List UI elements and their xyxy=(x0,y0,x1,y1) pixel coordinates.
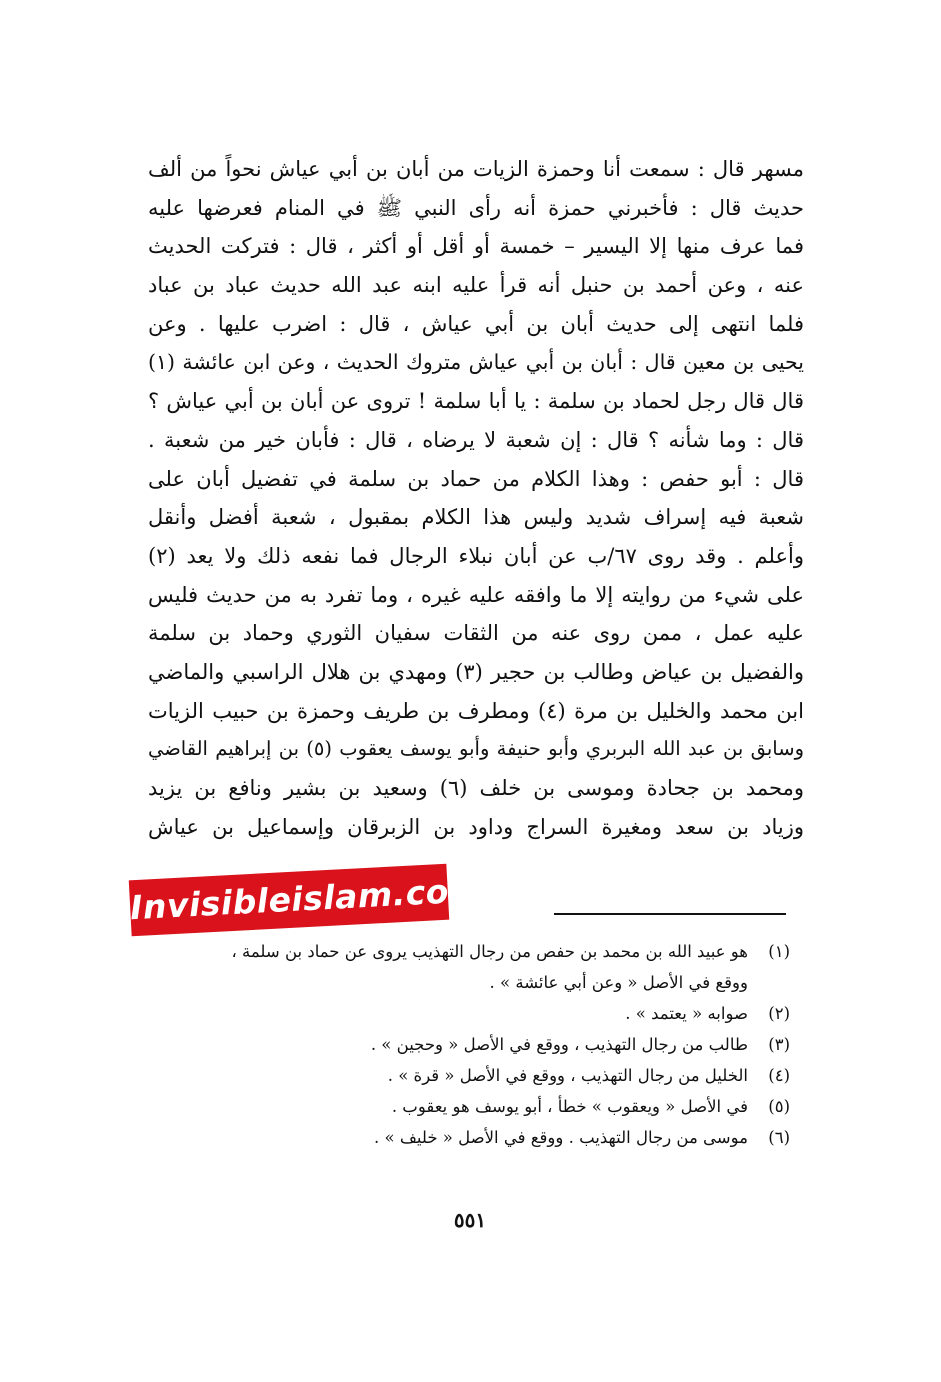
text-line: فلما انتهى إلى حديث أبان بن أبي عياش ، قال : اضرب عليها . وعن xyxy=(148,311,804,336)
text-line: قال : وما شأنه ؟ قال : إن شعبة لا يرضاه ، قال : فأبان خير من شعبة . xyxy=(148,427,804,452)
text-line: وسابق بن عبد الله البربري وأبو حنيفة وأبو يوسف يعقوب (٥) بن إبراهيم القاضي xyxy=(148,737,804,761)
text-line: فما عرف منها إلا اليسير – خمسة أو أقل أو أكثر ، قال : فتركت الحديث xyxy=(148,234,804,259)
footnote-text xyxy=(300,1060,748,1091)
footnote-line: الخليل من رجال التهذيب ، ووقع في الأصل « قرة » . xyxy=(387,1066,748,1085)
footnote-line: صوابه « يعتمد » . xyxy=(625,1004,748,1023)
footnote xyxy=(300,1060,790,1091)
footnote-number: (٥) xyxy=(768,1097,790,1116)
footnote-text xyxy=(231,936,748,998)
footnote-text xyxy=(300,1029,748,1060)
footnote-text xyxy=(300,1122,748,1153)
footnote xyxy=(300,1091,790,1122)
text-line: ومحمد بن جحادة وموسى بن خلف (٦) وسعيد بن بشير ونافع بن يزيد xyxy=(148,776,804,800)
text-line: قال : أبو حفص : وهذا الكلام من حماد بن سلمة في تفضيل أبان على xyxy=(148,466,804,491)
footnote-line: موسى من رجال التهذيب . ووقع في الأصل « خليف » . xyxy=(373,1128,748,1147)
watermark-logo: Invisibleislam.com xyxy=(129,864,449,937)
footnote xyxy=(300,998,790,1029)
footnote-line: طالب من رجال التهذيب ، ووقع في الأصل « وحجين » . xyxy=(370,1035,748,1054)
text-line: حديث قال : فأخبرني حمزة أنه رأى النبي ﷺ في المنام فعرضها عليه xyxy=(148,195,804,220)
footnote-line: في الأصل « ويعقوب » خطأ ، أبو يوسف هو يعقوب . xyxy=(391,1097,748,1116)
footnote-number: (٢) xyxy=(768,1004,790,1023)
footnotes xyxy=(231,936,790,1153)
text-line: وزياد بن سعد ومغيرة السراج وداود بن الزبرقان وإسماعيل بن عياش xyxy=(148,814,804,839)
text-line: عنه ، وعن أحمد بن حنبل أنه قرأ عليه ابنه عبد الله حديث عباد بن عباد xyxy=(148,273,804,298)
footnote-line: هو عبيد الله بن محمد بن حفص من رجال التهذيب يروى عن حماد بن سلمة ، xyxy=(231,942,748,961)
footnote xyxy=(300,1029,790,1060)
page-number: ٥٥١ xyxy=(453,1208,487,1232)
footnote-text xyxy=(300,1091,748,1122)
text-line: على شيء من روايته إلا ما وافقه عليه غيره ، وما تفرد به من حديث فليس xyxy=(148,582,804,607)
text-line: ابن محمد والخليل بن مرة (٤) ومطرف بن طريف وحمزة بن حبيب الزيات xyxy=(148,698,804,723)
footnote-number: (١) xyxy=(768,942,790,961)
footnote-line: ووقع في الأصل « وعن أبي عائشة » . xyxy=(489,973,748,992)
text-line: عليه عمل ، ممن روى عنه من الثقات سفيان الثوري وحماد بن سلمة xyxy=(148,621,804,646)
footnote-text xyxy=(300,998,748,1029)
footnote-number: (٦) xyxy=(768,1128,790,1147)
footnote-number: (٣) xyxy=(768,1035,790,1054)
text-line: وأعلم . وقد روى ٦٧/ب عن أبان نبلاء الرجال فما نفعه ذلك ولا يعد (٢) xyxy=(148,543,804,568)
footnote-number: (٤) xyxy=(768,1066,790,1085)
text-line: قال قال رجل لحماد بن سلمة : يا أبا سلمة ! تروى عن أبان بن أبي عياش ؟ xyxy=(148,389,804,414)
main-text xyxy=(148,150,804,846)
text-line: يحيى بن معين قال : أبان بن أبي عياش متروك الحديث ، وعن ابن عائشة (١) xyxy=(148,350,804,375)
text-line: مسهر قال : سمعت أنا وحمزة الزيات من أبان بن أبي عياش نحواً من ألف xyxy=(148,157,804,181)
text-line: شعبة فيه إسراف شديد وليس هذا الكلام بمقبول ، شعبة أفضل وأنقل xyxy=(148,505,804,530)
footnote xyxy=(231,936,790,998)
text-line: والفضيل بن عياض وطالب بن حجير (٣) ومهدي بن هلال الراسبي والماضي xyxy=(148,659,804,684)
footnote-divider xyxy=(554,913,786,915)
footnote xyxy=(300,1122,790,1153)
